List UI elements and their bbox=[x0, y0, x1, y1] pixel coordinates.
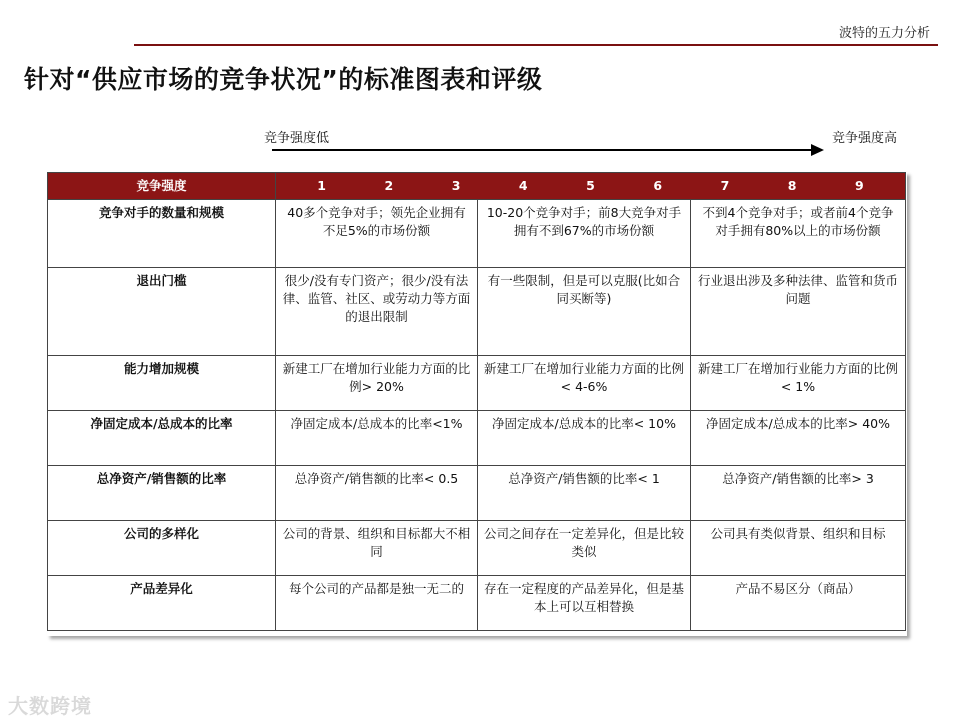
low-intensity-cell: 公司的背景、组织和目标都大不相同 bbox=[276, 521, 478, 576]
low-intensity-cell: 很少/没有专门资产；很少/没有法律、监管、社区、或劳动力等方面的退出限制 bbox=[276, 268, 478, 356]
mid-intensity-cell: 10-20个竞争对手；前8大竞争对手拥有不到67%的市场份额 bbox=[478, 200, 691, 268]
criterion-cell: 公司的多样化 bbox=[48, 521, 276, 576]
high-intensity-cell: 新建工厂在增加行业能力方面的比例< 1% bbox=[691, 356, 906, 411]
scale-high-label: 竞争强度高 bbox=[832, 131, 898, 146]
rating-table bbox=[47, 172, 906, 631]
mid-intensity-cell: 总净资产/销售额的比率< 1 bbox=[478, 466, 691, 521]
criterion-cell: 净固定成本/总成本的比率 bbox=[48, 411, 276, 466]
intensity-arrow bbox=[272, 143, 824, 157]
score-3: 3 bbox=[451, 177, 461, 193]
table-row bbox=[48, 466, 906, 521]
mid-intensity-cell: 有一些限制，但是可以克服(比如合同买断等) bbox=[478, 268, 691, 356]
low-intensity-cell: 净固定成本/总成本的比率<1% bbox=[276, 411, 478, 466]
table-row bbox=[48, 268, 906, 356]
score-2: 2 bbox=[384, 177, 394, 193]
score-9: 9 bbox=[855, 177, 864, 193]
low-intensity-cell: 每个公司的产品都是独一无二的 bbox=[276, 576, 478, 631]
score-5: 5 bbox=[586, 177, 595, 193]
mid-intensity-cell: 公司之间存在一定差异化，但是比较类似 bbox=[478, 521, 691, 576]
page-title: 针对“供应市场的竞争状况”的标准图表和评级 bbox=[24, 65, 543, 94]
score-8: 8 bbox=[787, 177, 797, 193]
criterion-cell: 退出门槛 bbox=[48, 268, 276, 356]
criterion-cell: 能力增加规模 bbox=[48, 356, 276, 411]
low-intensity-cell: 新建工厂在增加行业能力方面的比例> 20% bbox=[276, 356, 478, 411]
high-intensity-cell: 总净资产/销售额的比率> 3 bbox=[691, 466, 906, 521]
table-row bbox=[48, 411, 906, 466]
score-1: 1 bbox=[317, 177, 326, 193]
table-row bbox=[48, 356, 906, 411]
high-intensity-cell: 产品不易区分（商品） bbox=[691, 576, 906, 631]
table-row bbox=[48, 576, 906, 631]
mid-intensity-cell: 净固定成本/总成本的比率< 10% bbox=[478, 411, 691, 466]
high-intensity-cell: 净固定成本/总成本的比率> 40% bbox=[691, 411, 906, 466]
criterion-cell: 竞争对手的数量和规模 bbox=[48, 200, 276, 268]
criterion-cell: 产品差异化 bbox=[48, 576, 276, 631]
header-criterion-cell: 竞争强度 bbox=[48, 173, 276, 200]
table-row bbox=[48, 521, 906, 576]
high-intensity-cell: 公司具有类似背景、组织和目标 bbox=[691, 521, 906, 576]
header-divider bbox=[134, 44, 938, 46]
mid-intensity-cell: 新建工厂在增加行业能力方面的比例< 4-6% bbox=[478, 356, 691, 411]
header-scores-cell bbox=[276, 173, 906, 200]
score-4: 4 bbox=[518, 177, 528, 193]
watermark-logo: 大数跨境 bbox=[8, 694, 92, 718]
arrow-head-icon bbox=[811, 144, 824, 156]
table-row bbox=[48, 200, 906, 268]
arrow-shaft bbox=[272, 149, 812, 151]
high-intensity-cell: 行业退出涉及多种法律、监管和货币问题 bbox=[691, 268, 906, 356]
table-header-row bbox=[48, 173, 906, 200]
mid-intensity-cell: 存在一定程度的产品差异化，但是基本上可以互相替换 bbox=[478, 576, 691, 631]
low-intensity-cell: 40多个竞争对手；领先企业拥有不足5%的市场份额 bbox=[276, 200, 478, 268]
criterion-cell: 总净资产/销售额的比率 bbox=[48, 466, 276, 521]
score-6: 6 bbox=[653, 177, 663, 193]
section-label: 波特的五力分析 bbox=[838, 26, 930, 41]
scale-low-label: 竞争强度低 bbox=[264, 131, 330, 146]
high-intensity-cell: 不到4个竞争对手；或者前4个竞争对手拥有80%以上的市场份额 bbox=[691, 200, 906, 268]
score-7: 7 bbox=[720, 177, 730, 193]
low-intensity-cell: 总净资产/销售额的比率< 0.5 bbox=[276, 466, 478, 521]
score-scale bbox=[276, 177, 905, 195]
